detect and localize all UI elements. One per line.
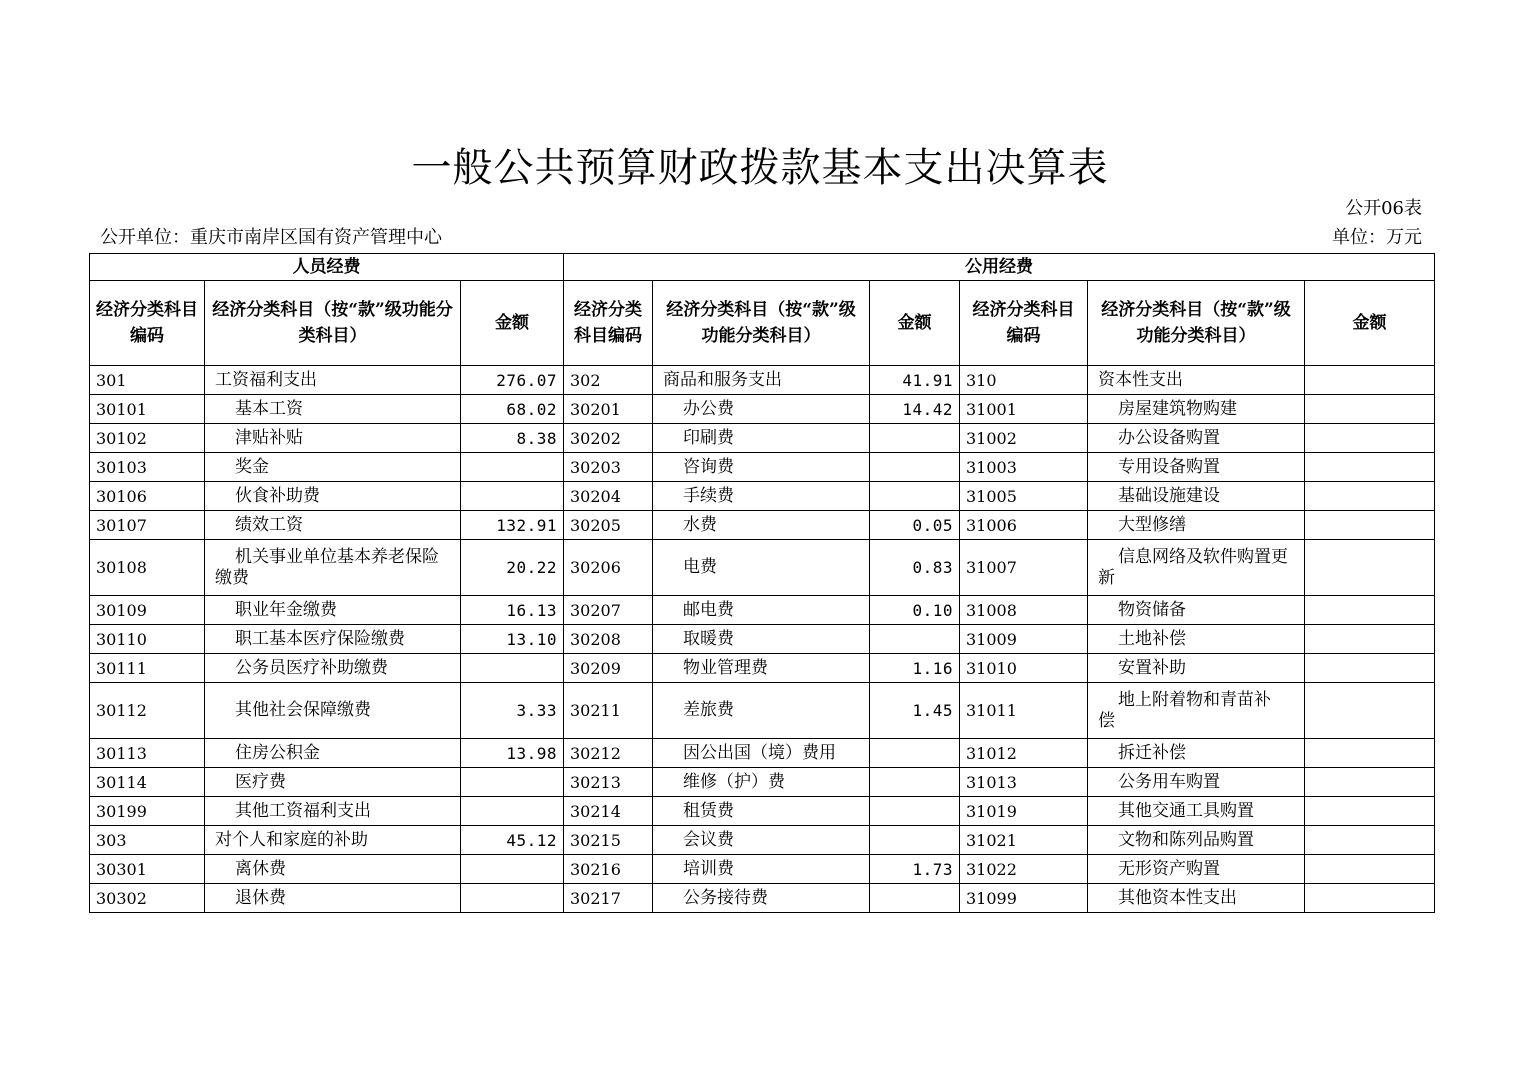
header-name-c: 经济分类科目（按“款”级功能分类科目） [1088,281,1305,366]
amount-cell [461,855,564,884]
amount-cell [1305,768,1435,797]
name-cell: 物资储备 [1088,596,1305,625]
unit-of-measure: 单位：万元 [1332,227,1422,248]
name-cell: 拆迁补偿 [1088,739,1305,768]
name-cell: 公务用车购置 [1088,768,1305,797]
table-row [90,540,1435,596]
code-cell: 31012 [960,739,1088,768]
code-cell: 30216 [564,855,653,884]
amount-cell [1305,739,1435,768]
amount-cell [461,654,564,683]
code-cell: 31006 [960,511,1088,540]
code-cell: 30212 [564,739,653,768]
name-cell: 对个人和家庭的补助 [205,826,461,855]
amount-cell: 1.45 [870,683,960,739]
table-row [90,395,1435,424]
code-cell: 30213 [564,768,653,797]
code-cell: 31099 [960,884,1088,913]
code-cell: 30208 [564,625,653,654]
group-personnel: 人员经费 [90,254,564,281]
code-cell: 31019 [960,797,1088,826]
amount-cell [1305,511,1435,540]
name-cell: 培训费 [653,855,870,884]
code-cell: 302 [564,366,653,395]
name-cell: 离休费 [205,855,461,884]
table-row [90,625,1435,654]
amount-cell: 8.38 [461,424,564,453]
code-cell: 30112 [90,683,205,739]
amount-cell: 276.07 [461,366,564,395]
code-cell: 30206 [564,540,653,596]
name-cell: 医疗费 [205,768,461,797]
name-cell: 公务接待费 [653,884,870,913]
header-name-a: 经济分类科目（按“款”级功能分类科目） [205,281,461,366]
header-code-a: 经济分类科目编码 [90,281,205,366]
name-cell: 咨询费 [653,453,870,482]
amount-cell [1305,855,1435,884]
form-number: 公开06表 [1345,198,1422,219]
amount-cell [870,424,960,453]
code-cell: 30203 [564,453,653,482]
table-row [90,654,1435,683]
name-cell: 工资福利支出 [205,366,461,395]
header-amount-b: 金额 [870,281,960,366]
code-cell: 30109 [90,596,205,625]
amount-cell: 20.22 [461,540,564,596]
code-cell: 30108 [90,540,205,596]
table-row [90,453,1435,482]
code-cell: 31008 [960,596,1088,625]
code-cell: 31003 [960,453,1088,482]
amount-cell [461,768,564,797]
amount-cell [1305,826,1435,855]
code-cell: 31001 [960,395,1088,424]
code-cell: 30204 [564,482,653,511]
name-cell: 其他交通工具购置 [1088,797,1305,826]
amount-cell: 1.16 [870,654,960,683]
amount-cell: 45.12 [461,826,564,855]
amount-cell [1305,797,1435,826]
amount-cell [1305,683,1435,739]
amount-cell [1305,453,1435,482]
name-cell: 安置补助 [1088,654,1305,683]
code-cell: 30201 [564,395,653,424]
name-cell: 电费 [653,540,870,596]
code-cell: 30114 [90,768,205,797]
name-cell: 文物和陈列品购置 [1088,826,1305,855]
name-cell: 公务员医疗补助缴费 [205,654,461,683]
code-cell: 30102 [90,424,205,453]
amount-cell [1305,482,1435,511]
reporting-unit: 公开单位：重庆市南岸区国有资产管理中心 [100,227,442,248]
name-cell: 住房公积金 [205,739,461,768]
header-name-b: 经济分类科目（按“款”级功能分类科目） [653,281,870,366]
name-cell: 办公设备购置 [1088,424,1305,453]
code-cell: 31010 [960,654,1088,683]
name-cell: 商品和服务支出 [653,366,870,395]
code-cell: 31022 [960,855,1088,884]
amount-cell [870,797,960,826]
amount-cell [870,826,960,855]
name-cell: 维修（护）费 [653,768,870,797]
amount-cell [1305,366,1435,395]
page-title: 一般公共预算财政拨款基本支出决算表 [411,145,1109,191]
code-cell: 30202 [564,424,653,453]
amount-cell [1305,884,1435,913]
name-cell: 伙食补助费 [205,482,461,511]
name-cell: 取暖费 [653,625,870,654]
name-cell: 房屋建筑物购建 [1088,395,1305,424]
code-cell: 31011 [960,683,1088,739]
code-cell: 30101 [90,395,205,424]
amount-cell [461,482,564,511]
amount-cell: 41.91 [870,366,960,395]
table-row [90,768,1435,797]
name-cell: 退休费 [205,884,461,913]
table-row [90,366,1435,395]
amount-cell: 16.13 [461,596,564,625]
code-cell: 301 [90,366,205,395]
code-cell: 30110 [90,625,205,654]
code-cell: 30211 [564,683,653,739]
code-cell: 310 [960,366,1088,395]
code-cell: 30301 [90,855,205,884]
name-cell: 津贴补贴 [205,424,461,453]
code-cell: 30209 [564,654,653,683]
amount-cell: 14.42 [870,395,960,424]
name-cell: 物业管理费 [653,654,870,683]
name-cell: 差旅费 [653,683,870,739]
table-row [90,683,1435,739]
table-row [90,884,1435,913]
amount-cell: 132.91 [461,511,564,540]
amount-cell [870,625,960,654]
name-cell: 会议费 [653,826,870,855]
code-cell: 30103 [90,453,205,482]
amount-cell: 0.10 [870,596,960,625]
code-cell: 30215 [564,826,653,855]
header-code-b: 经济分类科目编码 [564,281,653,366]
header-code-c: 经济分类科目编码 [960,281,1088,366]
header-amount-a: 金额 [461,281,564,366]
amount-cell [870,482,960,511]
amount-cell [1305,625,1435,654]
amount-cell [1305,596,1435,625]
amount-cell: 68.02 [461,395,564,424]
code-cell: 31013 [960,768,1088,797]
amount-cell [1305,395,1435,424]
group-public: 公用经费 [564,254,1435,281]
table-row [90,482,1435,511]
name-cell: 其他工资福利支出 [205,797,461,826]
name-cell: 手续费 [653,482,870,511]
name-cell: 印刷费 [653,424,870,453]
code-cell: 30113 [90,739,205,768]
name-cell: 奖金 [205,453,461,482]
amount-cell: 0.05 [870,511,960,540]
code-cell: 303 [90,826,205,855]
code-cell: 31009 [960,625,1088,654]
name-cell: 基本工资 [205,395,461,424]
amount-cell [870,768,960,797]
name-cell: 机关事业单位基本养老保险缴费 [205,540,461,596]
expenditure-table [89,253,1435,913]
name-cell: 无形资产购置 [1088,855,1305,884]
amount-cell [461,453,564,482]
table-row [90,739,1435,768]
header-amount-c: 金额 [1305,281,1435,366]
table-row [90,826,1435,855]
name-cell: 大型修缮 [1088,511,1305,540]
name-cell: 其他社会保障缴费 [205,683,461,739]
table-row [90,855,1435,884]
amount-cell: 13.10 [461,625,564,654]
code-cell: 31002 [960,424,1088,453]
name-cell: 办公费 [653,395,870,424]
table-row [90,511,1435,540]
code-cell: 30106 [90,482,205,511]
name-cell: 专用设备购置 [1088,453,1305,482]
name-cell: 因公出国（境）费用 [653,739,870,768]
table-row [90,797,1435,826]
name-cell: 职工基本医疗保险缴费 [205,625,461,654]
name-cell: 基础设施建设 [1088,482,1305,511]
name-cell: 职业年金缴费 [205,596,461,625]
amount-cell [1305,654,1435,683]
group-header-row [90,254,1435,281]
code-cell: 31005 [960,482,1088,511]
name-cell: 地上附着物和青苗补偿 [1088,683,1305,739]
code-cell: 30205 [564,511,653,540]
code-cell: 30199 [90,797,205,826]
name-cell: 土地补偿 [1088,625,1305,654]
code-cell: 30302 [90,884,205,913]
code-cell: 30107 [90,511,205,540]
name-cell: 资本性支出 [1088,366,1305,395]
name-cell: 绩效工资 [205,511,461,540]
code-cell: 30214 [564,797,653,826]
code-cell: 30111 [90,654,205,683]
amount-cell [1305,540,1435,596]
amount-cell [461,884,564,913]
amount-cell: 3.33 [461,683,564,739]
table-row [90,424,1435,453]
name-cell: 信息网络及软件购置更新 [1088,540,1305,596]
amount-cell [870,884,960,913]
code-cell: 30217 [564,884,653,913]
amount-cell [870,739,960,768]
name-cell: 租赁费 [653,797,870,826]
amount-cell [1305,424,1435,453]
amount-cell [870,453,960,482]
code-cell: 31021 [960,826,1088,855]
code-cell: 30207 [564,596,653,625]
amount-cell: 1.73 [870,855,960,884]
amount-cell: 0.83 [870,540,960,596]
amount-cell: 13.98 [461,739,564,768]
column-header-row [90,281,1435,366]
name-cell: 其他资本性支出 [1088,884,1305,913]
name-cell: 邮电费 [653,596,870,625]
name-cell: 水费 [653,511,870,540]
table-row [90,596,1435,625]
code-cell: 31007 [960,540,1088,596]
amount-cell [461,797,564,826]
